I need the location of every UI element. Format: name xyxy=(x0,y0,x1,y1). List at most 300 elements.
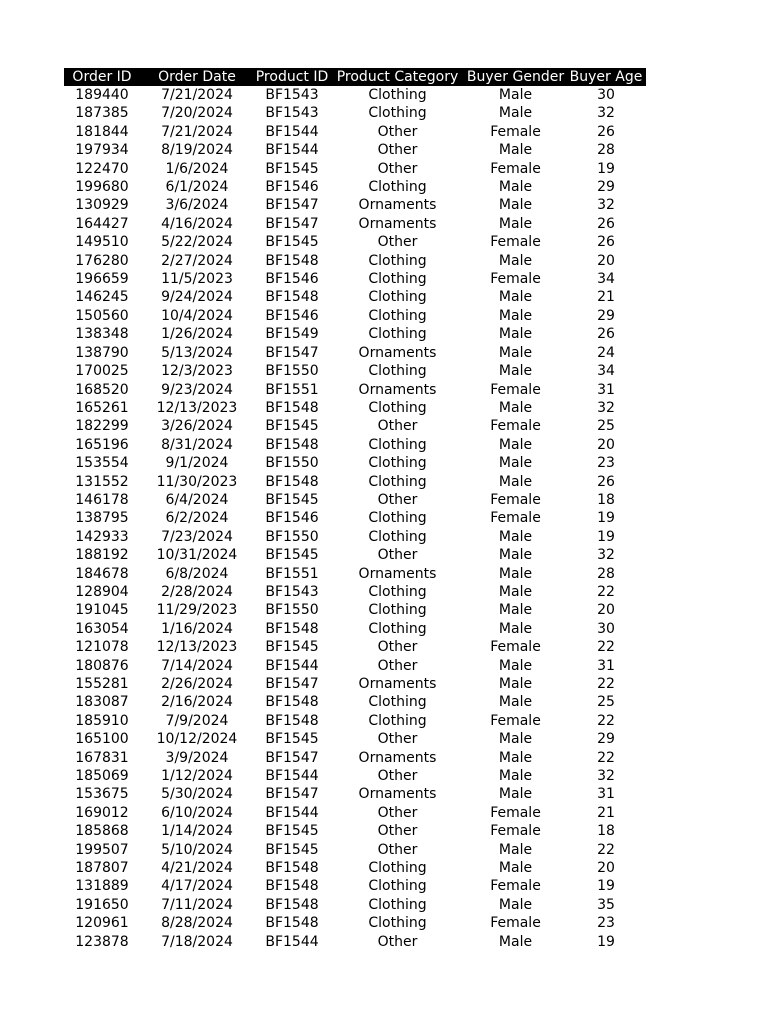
product-category-cell[interactable]: Ornaments xyxy=(358,676,437,692)
buyer-age-cell[interactable]: 18 xyxy=(597,491,615,508)
product-category-cell[interactable]: Clothing xyxy=(368,860,427,877)
order-date-cell[interactable]: 5/30/2024 xyxy=(161,786,233,803)
header-buyer-gender[interactable]: Buyer Gender xyxy=(466,69,565,85)
buyer-gender-cell[interactable]: Female xyxy=(490,271,541,288)
product-id-cell[interactable]: BF1543 xyxy=(265,583,319,600)
buyer-gender-cell[interactable]: Male xyxy=(498,87,533,103)
product-id-cell[interactable]: BF1545 xyxy=(265,731,319,748)
buyer-age-cell[interactable]: 32 xyxy=(597,768,615,785)
buyer-gender-cell[interactable]: Male xyxy=(498,289,533,306)
product-category-cell[interactable]: Clothing xyxy=(368,510,427,527)
product-category-cell[interactable]: Clothing xyxy=(368,105,427,122)
buyer-age-cell[interactable]: 19 xyxy=(597,933,615,950)
product-id-cell[interactable]: BF1550 xyxy=(265,363,319,380)
order-date-cell[interactable]: 8/31/2024 xyxy=(161,436,233,453)
buyer-gender-cell[interactable]: Male xyxy=(498,105,533,122)
product-id-cell[interactable]: BF1545 xyxy=(265,841,319,858)
order-id-cell[interactable]: 182299 xyxy=(75,418,129,435)
order-date-cell[interactable]: 8/19/2024 xyxy=(161,142,233,159)
buyer-gender-cell[interactable]: Male xyxy=(498,363,533,380)
order-id-cell[interactable]: 197934 xyxy=(75,142,129,159)
table-row xyxy=(64,896,646,914)
buyer-gender-cell[interactable]: Female xyxy=(490,639,541,656)
order-id-cell[interactable]: 185069 xyxy=(75,768,129,785)
order-date-cell[interactable]: 6/4/2024 xyxy=(165,491,229,508)
product-id-cell[interactable]: BF1548 xyxy=(265,289,319,306)
buyer-age-cell[interactable]: 25 xyxy=(597,418,615,435)
table-row xyxy=(64,877,646,895)
order-date-cell[interactable]: 2/28/2024 xyxy=(161,583,233,600)
buyer-age-cell[interactable]: 32 xyxy=(597,399,615,416)
buyer-gender-cell[interactable]: Male xyxy=(498,565,533,582)
product-id-cell[interactable]: BF1549 xyxy=(265,326,319,343)
buyer-gender-cell[interactable]: Female xyxy=(490,234,541,251)
order-date-cell[interactable]: 4/17/2024 xyxy=(161,878,233,895)
order-date-cell[interactable]: 6/10/2024 xyxy=(161,804,233,821)
product-id-cell[interactable]: BF1545 xyxy=(265,234,319,251)
buyer-age-cell[interactable]: 28 xyxy=(597,142,615,159)
order-date-cell[interactable]: 7/18/2024 xyxy=(161,933,233,950)
product-id-cell[interactable]: BF1543 xyxy=(265,87,319,103)
order-id-cell[interactable]: 163054 xyxy=(75,620,129,637)
buyer-age-cell[interactable]: 29 xyxy=(597,307,615,324)
product-id-cell[interactable]: BF1548 xyxy=(265,252,319,269)
product-id-cell[interactable]: BF1546 xyxy=(265,271,319,288)
buyer-gender-cell[interactable]: Male xyxy=(498,344,533,361)
order-id-cell[interactable]: 138795 xyxy=(75,510,129,527)
table-row xyxy=(64,914,646,932)
product-category-cell[interactable]: Other xyxy=(377,160,418,177)
order-date-cell[interactable]: 10/12/2024 xyxy=(156,731,238,748)
order-date-cell[interactable]: 3/9/2024 xyxy=(165,749,229,766)
buyer-age-cell[interactable]: 30 xyxy=(597,620,615,637)
order-date-cell[interactable]: 1/16/2024 xyxy=(161,620,233,637)
buyer-gender-cell[interactable]: Male xyxy=(498,731,533,748)
buyer-age-cell[interactable]: 34 xyxy=(597,363,615,380)
table-row xyxy=(64,288,646,306)
product-id-cell[interactable]: BF1543 xyxy=(265,105,319,122)
order-date-cell[interactable]: 7/14/2024 xyxy=(161,657,233,674)
order-date-cell[interactable]: 3/6/2024 xyxy=(165,197,229,214)
order-id-cell[interactable]: 184678 xyxy=(75,565,129,582)
product-category-cell[interactable]: Clothing xyxy=(368,712,427,729)
order-id-cell[interactable]: 187385 xyxy=(75,105,129,122)
buyer-gender-cell[interactable]: Male xyxy=(498,436,533,453)
product-category-cell[interactable]: Ornaments xyxy=(358,344,437,361)
product-category-cell[interactable]: Clothing xyxy=(368,602,427,619)
product-category-cell[interactable]: Clothing xyxy=(368,878,427,895)
table-row xyxy=(64,509,646,527)
order-id-cell[interactable]: 146245 xyxy=(75,289,129,306)
order-date-cell[interactable]: 5/22/2024 xyxy=(161,234,233,251)
buyer-age-cell[interactable]: 22 xyxy=(597,583,615,600)
orders-table xyxy=(64,68,646,951)
order-id-cell[interactable]: 164427 xyxy=(75,215,129,232)
buyer-age-cell[interactable]: 20 xyxy=(597,436,615,453)
order-id-cell[interactable]: 196659 xyxy=(75,271,129,288)
order-id-cell[interactable]: 165196 xyxy=(75,436,129,453)
product-id-cell[interactable]: BF1548 xyxy=(265,878,319,895)
order-id-cell[interactable]: 187807 xyxy=(75,860,129,877)
order-id-cell[interactable]: 170025 xyxy=(75,363,129,380)
order-id-cell[interactable]: 181844 xyxy=(75,123,129,140)
product-id-cell[interactable]: BF1550 xyxy=(265,528,319,545)
order-date-cell[interactable]: 7/21/2024 xyxy=(161,123,233,140)
buyer-gender-cell[interactable]: Female xyxy=(490,915,541,932)
order-date-cell[interactable]: 1/6/2024 xyxy=(165,160,229,177)
product-category-cell[interactable]: Ornaments xyxy=(358,215,437,232)
order-date-cell[interactable]: 5/10/2024 xyxy=(161,841,233,858)
order-id-cell[interactable]: 142933 xyxy=(75,528,129,545)
product-id-cell[interactable]: BF1548 xyxy=(265,915,319,932)
product-category-cell[interactable]: Ornaments xyxy=(358,197,437,214)
buyer-gender-cell[interactable]: Male xyxy=(498,896,533,913)
product-id-cell[interactable]: BF1545 xyxy=(265,491,319,508)
buyer-age-cell[interactable]: 19 xyxy=(597,160,615,177)
buyer-age-cell[interactable]: 35 xyxy=(597,896,615,913)
order-date-cell[interactable]: 2/26/2024 xyxy=(161,676,233,692)
order-id-cell[interactable]: 185868 xyxy=(75,823,129,840)
table-row xyxy=(64,933,646,951)
buyer-age-cell[interactable]: 19 xyxy=(597,510,615,527)
buyer-age-cell[interactable]: 28 xyxy=(597,565,615,582)
product-category-cell[interactable]: Clothing xyxy=(368,363,427,380)
order-date-cell[interactable]: 3/26/2024 xyxy=(161,418,233,435)
product-id-cell[interactable]: BF1550 xyxy=(265,602,319,619)
buyer-age-cell[interactable]: 26 xyxy=(597,326,615,343)
buyer-gender-cell[interactable]: Female xyxy=(490,804,541,821)
buyer-age-cell[interactable]: 18 xyxy=(597,823,615,840)
buyer-gender-cell[interactable]: Male xyxy=(498,620,533,637)
order-id-cell[interactable]: 138348 xyxy=(75,326,129,343)
order-date-cell[interactable]: 6/8/2024 xyxy=(165,565,229,582)
order-id-cell[interactable]: 168520 xyxy=(75,381,129,398)
order-date-cell[interactable]: 9/24/2024 xyxy=(161,289,233,306)
product-category-cell[interactable]: Clothing xyxy=(368,252,427,269)
buyer-gender-cell[interactable]: Male xyxy=(498,841,533,858)
buyer-gender-cell[interactable]: Female xyxy=(490,510,541,527)
buyer-age-cell[interactable]: 20 xyxy=(597,252,615,269)
order-id-cell[interactable]: 199680 xyxy=(75,179,129,196)
product-id-cell[interactable]: BF1546 xyxy=(265,307,319,324)
buyer-gender-cell[interactable]: Male xyxy=(498,860,533,877)
buyer-gender-cell[interactable]: Male xyxy=(498,399,533,416)
product-category-cell[interactable]: Clothing xyxy=(368,179,427,196)
buyer-gender-cell[interactable]: Male xyxy=(498,768,533,785)
order-date-cell[interactable]: 4/21/2024 xyxy=(161,860,233,877)
buyer-gender-cell[interactable]: Male xyxy=(498,473,533,490)
buyer-age-cell[interactable]: 23 xyxy=(597,455,615,472)
buyer-gender-cell[interactable]: Female xyxy=(490,123,541,140)
product-category-cell[interactable]: Clothing xyxy=(368,455,427,472)
table-row xyxy=(64,196,646,214)
buyer-age-cell[interactable]: 22 xyxy=(597,749,615,766)
order-id-cell[interactable]: 149510 xyxy=(75,234,129,251)
buyer-age-cell[interactable]: 31 xyxy=(597,657,615,674)
order-id-cell[interactable]: 155281 xyxy=(75,676,129,692)
product-id-cell[interactable]: BF1548 xyxy=(265,436,319,453)
buyer-gender-cell[interactable]: Female xyxy=(490,823,541,840)
product-id-cell[interactable]: BF1544 xyxy=(265,804,319,821)
product-id-cell[interactable]: BF1548 xyxy=(265,694,319,711)
product-id-cell[interactable]: BF1547 xyxy=(265,786,319,803)
order-id-cell[interactable]: 150560 xyxy=(75,307,129,324)
order-date-cell[interactable]: 1/26/2024 xyxy=(161,326,233,343)
buyer-gender-cell[interactable]: Male xyxy=(498,455,533,472)
product-id-cell[interactable]: BF1544 xyxy=(265,657,319,674)
order-id-cell[interactable]: 169012 xyxy=(75,804,129,821)
buyer-age-cell[interactable]: 20 xyxy=(597,602,615,619)
order-id-cell[interactable]: 189440 xyxy=(75,87,129,103)
buyer-age-cell[interactable]: 25 xyxy=(597,694,615,711)
buyer-age-cell[interactable]: 22 xyxy=(597,639,615,656)
order-id-cell[interactable]: 165100 xyxy=(75,731,129,748)
order-id-cell[interactable]: 138790 xyxy=(75,344,129,361)
order-id-cell[interactable]: 167831 xyxy=(75,749,129,766)
order-date-cell[interactable]: 7/11/2024 xyxy=(161,896,233,913)
product-id-cell[interactable]: BF1547 xyxy=(265,676,319,692)
buyer-gender-cell[interactable]: Male xyxy=(498,528,533,545)
product-id-cell[interactable]: BF1545 xyxy=(265,639,319,656)
product-category-cell[interactable]: Other xyxy=(377,547,418,564)
order-date-cell[interactable]: 11/29/2023 xyxy=(156,602,238,619)
order-id-cell[interactable]: 122470 xyxy=(75,160,129,177)
order-id-cell[interactable]: 128904 xyxy=(75,583,129,600)
product-category-cell[interactable]: Other xyxy=(377,804,418,821)
order-date-cell[interactable]: 9/1/2024 xyxy=(165,455,229,472)
buyer-age-cell[interactable]: 24 xyxy=(597,344,615,361)
order-id-cell[interactable]: 153675 xyxy=(75,786,129,803)
order-id-cell[interactable]: 121078 xyxy=(75,639,129,656)
order-date-cell[interactable]: 5/13/2024 xyxy=(161,344,233,361)
order-date-cell[interactable]: 11/5/2023 xyxy=(161,271,233,288)
buyer-age-cell[interactable]: 26 xyxy=(597,234,615,251)
product-id-cell[interactable]: BF1548 xyxy=(265,620,319,637)
buyer-gender-cell[interactable]: Female xyxy=(490,160,541,177)
product-category-cell[interactable]: Clothing xyxy=(368,620,427,637)
buyer-gender-cell[interactable]: Male xyxy=(498,749,533,766)
header-order-id[interactable]: Order ID xyxy=(64,68,140,86)
order-id-cell[interactable]: 188192 xyxy=(75,547,129,564)
header-product-id[interactable]: Product ID xyxy=(255,69,329,85)
table-row xyxy=(64,657,646,675)
buyer-age-cell[interactable]: 26 xyxy=(597,215,615,232)
product-id-cell[interactable]: BF1544 xyxy=(265,933,319,950)
order-id-cell[interactable]: 185910 xyxy=(75,712,129,729)
product-category-cell[interactable]: Clothing xyxy=(368,473,427,490)
buyer-age-cell[interactable]: 21 xyxy=(597,804,615,821)
product-id-cell[interactable]: BF1551 xyxy=(265,381,319,398)
buyer-age-cell[interactable]: 32 xyxy=(597,197,615,214)
product-category-cell[interactable]: Other xyxy=(377,418,418,435)
product-id-cell[interactable]: BF1545 xyxy=(265,547,319,564)
product-id-cell[interactable]: BF1548 xyxy=(265,473,319,490)
order-date-cell[interactable]: 6/2/2024 xyxy=(165,510,229,527)
order-id-cell[interactable]: 199507 xyxy=(75,841,129,858)
product-id-cell[interactable]: BF1544 xyxy=(265,142,319,159)
order-date-cell[interactable]: 11/30/2023 xyxy=(156,473,238,490)
buyer-age-cell[interactable]: 21 xyxy=(597,289,615,306)
product-id-cell[interactable]: BF1546 xyxy=(265,179,319,196)
product-category-cell[interactable]: Other xyxy=(377,841,418,858)
product-category-cell[interactable]: Clothing xyxy=(368,915,427,932)
buyer-age-cell[interactable]: 31 xyxy=(597,381,615,398)
order-id-cell[interactable]: 131889 xyxy=(75,878,129,895)
product-id-cell[interactable]: BF1545 xyxy=(265,823,319,840)
buyer-age-cell[interactable]: 19 xyxy=(597,528,615,545)
buyer-gender-cell[interactable]: Male xyxy=(498,547,533,564)
product-category-cell[interactable]: Other xyxy=(377,142,418,159)
order-date-cell[interactable]: 8/28/2024 xyxy=(161,915,233,932)
product-id-cell[interactable]: BF1546 xyxy=(265,510,319,527)
table-row xyxy=(64,749,646,767)
order-date-cell[interactable]: 4/16/2024 xyxy=(161,215,233,232)
buyer-gender-cell[interactable]: Male xyxy=(498,197,533,214)
order-date-cell[interactable]: 2/16/2024 xyxy=(161,694,233,711)
product-category-cell[interactable]: Ornaments xyxy=(358,786,437,803)
buyer-gender-cell[interactable]: Male xyxy=(498,602,533,619)
product-id-cell[interactable]: BF1545 xyxy=(265,160,319,177)
order-id-cell[interactable]: 191045 xyxy=(75,602,129,619)
product-category-cell[interactable]: Ornaments xyxy=(358,749,437,766)
buyer-gender-cell[interactable]: Male xyxy=(498,215,533,232)
product-category-cell[interactable]: Other xyxy=(377,234,418,251)
product-category-cell[interactable]: Clothing xyxy=(368,271,427,288)
buyer-gender-cell[interactable]: Male xyxy=(498,252,533,269)
product-id-cell[interactable]: BF1547 xyxy=(265,749,319,766)
product-category-cell[interactable]: Clothing xyxy=(368,289,427,306)
product-category-cell[interactable]: Other xyxy=(377,823,418,840)
product-id-cell[interactable]: BF1548 xyxy=(265,896,319,913)
buyer-age-cell[interactable]: 29 xyxy=(597,179,615,196)
product-category-cell[interactable]: Ornaments xyxy=(358,565,437,582)
product-id-cell[interactable]: BF1548 xyxy=(265,860,319,877)
buyer-age-cell[interactable]: 26 xyxy=(597,473,615,490)
product-category-cell[interactable]: Other xyxy=(377,491,418,508)
product-category-cell[interactable]: Clothing xyxy=(368,694,427,711)
order-id-cell[interactable]: 123878 xyxy=(75,933,129,950)
table-row xyxy=(64,491,646,509)
order-id-cell[interactable]: 191650 xyxy=(75,896,129,913)
order-date-cell[interactable]: 12/13/2023 xyxy=(156,639,238,656)
buyer-age-cell[interactable]: 20 xyxy=(597,860,615,877)
product-category-cell[interactable]: Other xyxy=(377,639,418,656)
buyer-gender-cell[interactable]: Female xyxy=(490,418,541,435)
buyer-age-cell[interactable]: 22 xyxy=(597,676,615,692)
order-date-cell[interactable]: 10/31/2024 xyxy=(156,547,238,564)
product-id-cell[interactable]: BF1545 xyxy=(265,418,319,435)
buyer-gender-cell[interactable]: Male xyxy=(498,933,533,950)
order-date-cell[interactable]: 2/27/2024 xyxy=(161,252,233,269)
product-category-cell[interactable]: Other xyxy=(377,123,418,140)
buyer-gender-cell[interactable]: Male xyxy=(498,583,533,600)
product-id-cell[interactable]: BF1547 xyxy=(265,344,319,361)
product-id-cell[interactable]: BF1547 xyxy=(265,197,319,214)
table-row xyxy=(64,804,646,822)
product-id-cell[interactable]: BF1551 xyxy=(265,565,319,582)
product-id-cell[interactable]: BF1548 xyxy=(265,712,319,729)
product-category-cell[interactable]: Other xyxy=(377,768,418,785)
product-id-cell[interactable]: BF1544 xyxy=(265,123,319,140)
header-order-date[interactable]: Order Date xyxy=(140,68,254,86)
order-id-cell[interactable]: 183087 xyxy=(75,694,129,711)
buyer-age-cell[interactable]: 22 xyxy=(597,841,615,858)
order-date-cell[interactable]: 12/3/2023 xyxy=(161,363,233,380)
product-id-cell[interactable]: BF1548 xyxy=(265,399,319,416)
buyer-age-cell[interactable]: 32 xyxy=(597,547,615,564)
product-category-cell[interactable]: Clothing xyxy=(368,528,427,545)
buyer-age-cell[interactable]: 19 xyxy=(597,878,615,895)
product-category-cell[interactable]: Clothing xyxy=(368,896,427,913)
order-id-cell[interactable]: 165261 xyxy=(75,399,129,416)
order-id-cell[interactable]: 153554 xyxy=(75,455,129,472)
order-date-cell[interactable]: 12/13/2023 xyxy=(156,399,238,416)
product-category-cell[interactable]: Other xyxy=(377,731,418,748)
order-date-cell[interactable]: 7/23/2024 xyxy=(161,528,233,545)
product-category-cell[interactable]: Clothing xyxy=(368,399,427,416)
buyer-gender-cell[interactable]: Male xyxy=(498,179,533,196)
buyer-gender-cell[interactable]: Male xyxy=(498,694,533,711)
product-category-cell[interactable]: Other xyxy=(377,933,418,950)
order-date-cell[interactable]: 7/21/2024 xyxy=(161,87,233,103)
buyer-gender-cell[interactable]: Male xyxy=(498,786,533,803)
product-category-cell[interactable]: Clothing xyxy=(368,307,427,324)
product-id-cell[interactable]: BF1544 xyxy=(265,768,319,785)
product-category-cell[interactable]: Ornaments xyxy=(358,381,437,398)
order-date-cell[interactable]: 10/4/2024 xyxy=(161,307,233,324)
product-category-cell[interactable]: Clothing xyxy=(368,583,427,600)
buyer-gender-cell[interactable]: Male xyxy=(498,657,533,674)
product-id-cell[interactable]: BF1550 xyxy=(265,455,319,472)
buyer-age-cell[interactable]: 23 xyxy=(597,915,615,932)
order-date-cell[interactable]: 1/12/2024 xyxy=(161,768,233,785)
buyer-gender-cell[interactable]: Female xyxy=(490,878,541,895)
product-category-cell[interactable]: Clothing xyxy=(368,326,427,343)
order-id-cell[interactable]: 176280 xyxy=(75,252,129,269)
buyer-age-cell[interactable]: 30 xyxy=(597,87,615,103)
order-date-cell[interactable]: 1/14/2024 xyxy=(161,823,233,840)
product-category-cell[interactable]: Clothing xyxy=(368,436,427,453)
product-category-cell[interactable]: Other xyxy=(377,657,418,674)
order-id-cell[interactable]: 130929 xyxy=(75,197,129,214)
buyer-age-cell[interactable]: 31 xyxy=(597,786,615,803)
order-date-cell[interactable]: 6/1/2024 xyxy=(165,179,229,196)
buyer-age-cell[interactable]: 26 xyxy=(597,123,615,140)
buyer-gender-cell[interactable]: Female xyxy=(490,381,541,398)
order-id-cell[interactable]: 146178 xyxy=(75,491,129,508)
order-id-cell[interactable]: 180876 xyxy=(75,657,129,674)
order-date-cell[interactable]: 7/20/2024 xyxy=(161,105,233,122)
buyer-age-cell[interactable]: 32 xyxy=(597,105,615,122)
buyer-gender-cell[interactable]: Male xyxy=(498,676,533,692)
order-id-cell[interactable]: 120961 xyxy=(75,915,129,932)
order-date-cell[interactable]: 7/9/2024 xyxy=(165,712,229,729)
product-category-cell[interactable]: Clothing xyxy=(368,87,427,103)
buyer-gender-cell[interactable]: Male xyxy=(498,142,533,159)
header-buyer-age[interactable]: Buyer Age xyxy=(566,68,646,86)
buyer-gender-cell[interactable]: Female xyxy=(490,491,541,508)
buyer-age-cell[interactable]: 29 xyxy=(597,731,615,748)
buyer-age-cell[interactable]: 22 xyxy=(597,712,615,729)
buyer-gender-cell[interactable]: Male xyxy=(498,326,533,343)
order-date-cell[interactable]: 9/23/2024 xyxy=(161,381,233,398)
header-product-category[interactable]: Product Category xyxy=(330,68,465,86)
buyer-gender-cell[interactable]: Female xyxy=(490,712,541,729)
order-id-cell[interactable]: 131552 xyxy=(75,473,129,490)
buyer-age-cell[interactable]: 34 xyxy=(597,271,615,288)
product-id-cell[interactable]: BF1547 xyxy=(265,215,319,232)
buyer-gender-cell[interactable]: Male xyxy=(498,307,533,324)
